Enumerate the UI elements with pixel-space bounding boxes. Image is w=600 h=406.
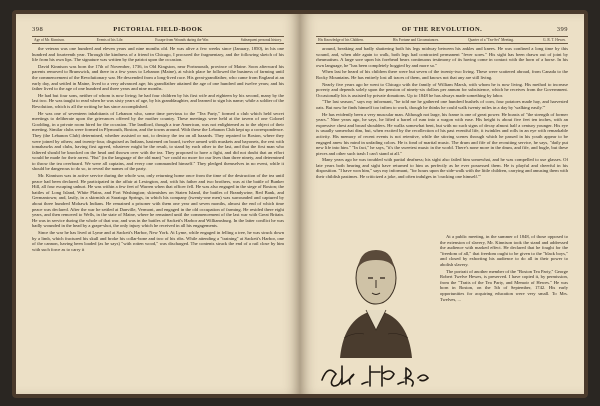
page-header (32, 26, 284, 36)
paragraph: David Kinnison was born the 17th of November, 1736, in Old Kingston, near Portsmouth, province of Maine. Soon afterward his parents removed to Brunswick, and there in a few years to Lebanon (Maine), at which place he followed the business of farming until the commencement of the Revolutionary war. He descended from a long-lived race. His great-grandfather, who came from England at an early day, and settled in Maine, lived to a very advanced age; his grandfather attained the age of one hundred and twelve years; and his father lived to the age of one hundred and three years and nine months. (32, 63, 284, 92)
subhead: Escape from Wounds during the War. (155, 38, 209, 42)
running-title: OF THE REVOLUTION. (401, 26, 483, 33)
paragraph: Since the war he has lived at Lyme and at Sackett's Harbor, New York. At Lyme, while engaged in felling a tree, he was struck down by a limb, which fractured his skull and broke his collar-bone and two of his ribs. While attending a "training" at Sackett's Harbor, one of the cannon, having been loaded (as he says) "with rotten wood," was discharged. The contents struck the end of a rail close by him with such force as to carry it (32, 230, 284, 252)
portrait-engraving (330, 238, 422, 358)
subhead: His Fortune and Circumstances. (392, 38, 440, 42)
subhead: Events of his Life. (96, 38, 124, 42)
left-page (16, 14, 300, 394)
paragraph: the veteran was one hundred and eleven years and nine months old. He was alive a few weeks since (January, 1850), in his one hundred and fourteenth year. Through the kindness of a friend in Chicago, I procured the fragmentary, and the following sketch of his life from his own lips. The signature was written by the patriot upon the occasion. (32, 46, 284, 63)
paragraph: He was one of seventeen inhabitants of Lebanon who, some time previous to the "Tea Party," formed a club which held secret meetings to deliberate upon the grievances offered by the mother country. These meetings were held at the tavern of one Colonel Goolding, in a private room hired for the occasion. The landlord, though a true American, was not enlightened as to the object of their meeting. Similar clubs were formed in Plymouth, Boston, and the towns around. With these the Lebanon Club kept up a correspondence. They (the Lebanon Club) determined, whether assisted or not, to destroy the tea on all hazards. They repaired to Boston, where they were joined by others; and twenty-four, disguised as Indians, hastened on board, twelve armed with muskets and bayonets, the rest with tomahawks and clubs, having first agreed, whatever might be the result, to stand by each other to the last, and that the first man who faltered should be knocked on the head and thrown over with the tea. They proposed to have a fight, and did not doubt that an effort would be made for their arrest. "But" (in the language of the old man) "we could no more for our lives than three ninety, and determined to throw the tea overboard. We were all captains, and every one commanded himself." They pledged themselves in no event, while it should be dangerous to do so, to reveal the names of the party. (32, 110, 284, 172)
paragraph: At a public meeting, in the summer of 1848, of those opposed to the extension of slavery, Mr. Kinnison took the stand and addressed the audience with marked effect. He declared that he fought for the "freedom of all," that freedom ought to be given to the "black boys," and closed by exhorting his audience to do all in their power to abolish slavery. (440, 234, 568, 267)
body-area (316, 46, 568, 380)
subhead: His Knowledge of his Children. (318, 38, 364, 42)
paragraph: "The last season," says my informant, "he told me he gathered one hundred bushels of corn, four potatoes made hay, and harvested oats. But now he finds himself too infirm to work, though he thinks he could walk twenty miles in a day by 'walking easily.'" (316, 99, 568, 110)
page-number: 399 (556, 26, 568, 33)
signature-script (318, 358, 434, 392)
body-text (316, 46, 568, 232)
running-title: PICTORIAL FIELD-BOOK (113, 26, 203, 33)
paragraph: Mr. Kinnison was in active service during the whole war, only returning home once from the time of the destruction of the tea until peace had been declared. He participated in the affair at Lexington, and, with his father and two brothers, was at the battle of Bunker Hill, all four escaping unhurt. He was within a few feet of Warren when that officer fell. He was also engaged in the siege of Boston; the battles of Long Island, White Plains, and Fort Washington; skirmishes on Staten Island, the battles of Brandywine, Red Bank, and Germantown; and, lastly, in a skirmish at Saratoga Springs, in which his company (twenty-one men) was surrounded and captured by about three hundred Mohawk Indians. He remained a prisoner with them one year and seven months, almost the end of which time peace was declared. After the war he settled at Danville, Vermont, and engaged in the old occupation of farming. He resided there eight years, and then removed to Wells, in the state of Maine, where he remained until the commencement of the last war with Great Britain. He was in service during the whole of that war, and was in the battles of Sackett's Harbor and Williamsburg. In the latter conflict he was badly wounded in the head by a grape-shot, the only injury which he received in all his engagements. (32, 173, 284, 229)
subhead: Age of Mr. Kinnison. (34, 38, 65, 42)
subhead: Subsequent personal history. (240, 38, 282, 42)
body-text (32, 46, 284, 380)
paragraph: When last he heard of his children there were but seven of the twenty-two living. These were scattered abroad, from Canada to the Rocky Mountains. He has entirely lost all traces of them, and knows not that any are still living. (316, 69, 568, 80)
book-spread (12, 10, 588, 398)
subheads (32, 36, 284, 44)
subheads (316, 36, 568, 44)
portrait-figure (316, 234, 434, 394)
signature (318, 358, 434, 392)
paragraph: The portrait of another member of the "Boston Tea Party," George Robert Twelve Hewes, is preserved. I have copied it, by permission, from the "Traits of the Tea Party, and Memoir of Hewes." He was born in Boston, on the 5th of September, 1742. His early opportunities for acquiring education were very small. To Mrs. Twelves, ... (440, 268, 568, 302)
paragraph: around, breaking and badly shattering both his legs midway between his ankles and knees. He was confined a long time by this wound, and, when able again to walk, both legs had contracted permanent "fever sores." His sight has been drawn out of joint by rheumatism. A large sore upon his forehead bears continuous testimony of its having come in contact with the horn of a horse. In his own language, he "has been completely hoggied by and more so." (316, 46, 568, 68)
page-number: 398 (32, 26, 44, 33)
side-column (440, 234, 568, 380)
right-page (300, 14, 584, 394)
paragraph: Many years ago he was troubled with partial deafness; his sight also failed him somewhat, and he was compelled to use glasses. Of late years both hearing and sight have returned to him as perfectly as he ever possessed them. He is playful and cheerful in his disposition. "I have won him," says my informant, "for hours upon the side-walk with the little children, carrying and amusing them with their childish pastimes. He criticized a joke, and often indulges in 'cracking one himself.'" (316, 157, 568, 180)
subhead: Quarter of a "Tea-Set" Meeting. (468, 38, 514, 42)
paragraph: Nearly five years ago he went to Chicago with the family of William Marsh, with whom he is now living. His method to increase poverty and depends solely upon the pension of ninety-six dollars per annum for subsistence, which he receives from the Government. Occasionally his is assisted by private donations. Up to 1848 he has always made something by labor. (316, 81, 568, 98)
subhead: G. R. T. Hewes. (543, 38, 566, 42)
page-header (316, 26, 568, 36)
paragraph: He has evidently been a very muscular man. Although not large, his frame is one of great power. He boasts of "the strength of former years." Nine years ago, he says, he lifted a barrel of rum into a wagon with ease. His height is about five feet ten inches, with an expressive chest and broad shoulders. He walks somewhat bent, but with no such signs of decay almost half a century younger. His eye is usually somewhat dim, but, when excited by the recollection of his past eventful life, it twinkles and rolls in an eye with remarkable activity. His memory of recent events is not retentive, while the stirring scenes through which he passed in his youth appear to be engaged anew his mind in unfading colors. He is fond of martial music. The drum and fife of the recruiting service, he says, "daily put new life into him." "In fact," he says, "it's the sweetest music in the world. There's none more in the drum, and fife, and bugle, but these pieces and other such trash I can't stand at all." (316, 111, 568, 156)
paragraph: He had but four sons, neither of whom is now living; he had four children by his first wife and eighteen by his second, many by the last two. He was taught to read when he was sixty years of age, by his granddaughter, and learned to sign his name; while a soldier of the Revolution, which is all the writing he has since accomplished. (32, 92, 284, 109)
